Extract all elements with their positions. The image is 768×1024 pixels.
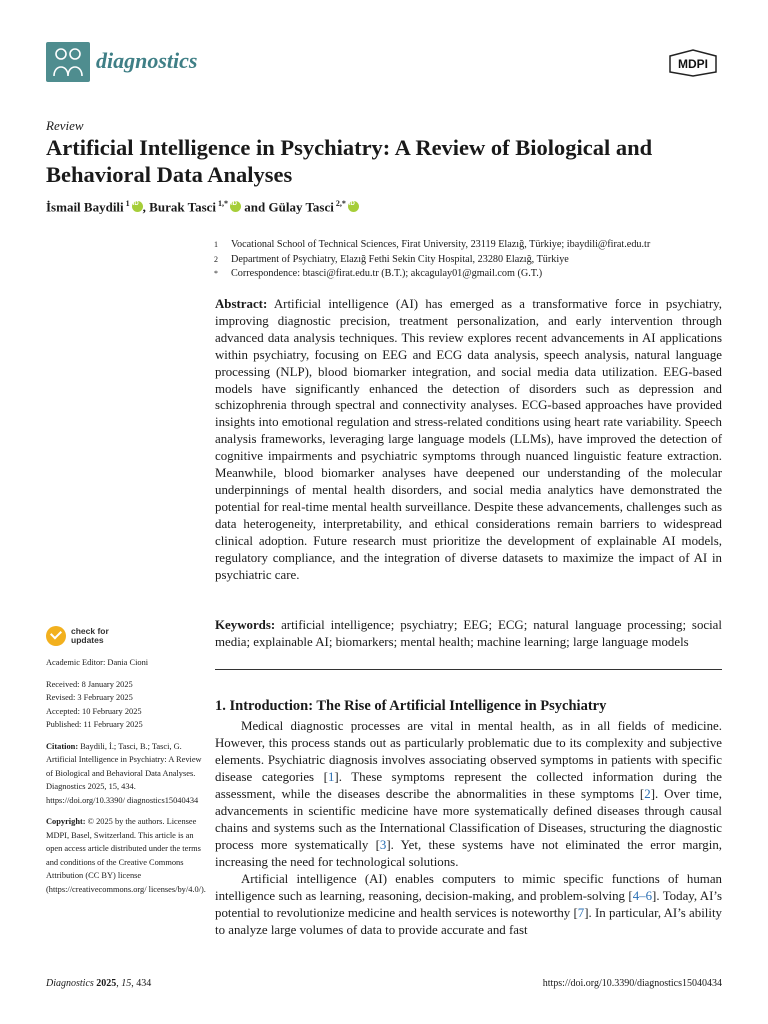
paragraph-text: ]. Yet, these systems have not eliminated the error margin, increasing the need for technological solutions.: [215, 838, 722, 869]
reference-link[interactable]: 3: [379, 838, 387, 852]
paragraph-text: Artificial intelligence (AI) enables computers to mimic specific functions of human intelligence such as learning, reasoning, decision-making, and problem-solving [: [215, 872, 722, 903]
publisher-logo: [666, 48, 720, 78]
affiliation-item: [214, 253, 734, 268]
author-name[interactable]: Burak Tasci: [149, 199, 217, 215]
reference-link[interactable]: 2: [644, 787, 651, 801]
date-item: Received: 8 January 2025: [46, 679, 133, 689]
affiliation-text: Correspondence: btasci@firat.edu.tr (B.T.); akcagulay01@gmail.com (G.T.): [231, 268, 543, 279]
keywords-text: artificial intelligence; psychiatry; EEG; ECG; natural language processing; social media; explainable AI; biomarkers; mental health; machine learning; large language models: [215, 618, 722, 649]
abstract: [215, 296, 722, 583]
paragraph-text: ]. Over time, advancements in scientific medicine have more systematically defined diseases through causal chains and systems such as the International Classification of Diseases, structuring the diagnostic process more systematically [: [215, 787, 722, 852]
affiliation-mark: 1: [214, 240, 218, 249]
date-item: Published: 11 February 2025: [46, 720, 143, 729]
author-affiliation-mark: 2,*: [333, 199, 346, 208]
publisher-name: MDPI: [678, 57, 708, 71]
footer-doi-link[interactable]: https://doi.org/10.3390/diagnostics15040434: [542, 978, 722, 989]
paragraph-text: ]. Today, AI’s potential to revolutionize medicine and health services is noteworthy [: [215, 889, 722, 920]
paragraph-text: ]. In particular, AI’s ability to analyze large volumes of data to provide accurate and fast: [215, 906, 722, 937]
date-item: Revised: 3 February 2025: [46, 693, 133, 702]
affiliations: [214, 238, 734, 282]
keywords: [215, 617, 722, 651]
citation: Citation: Baydili, İ.; Tasci, B.; Tasci, G. Artificial Intelligence in Psychiatry: A Review of Biological and Behavioral Data Analyses. Diagnostics 2025, 15, 434. https://doi.org/10.3390/ diagnostics15040434: [46, 741, 202, 805]
keywords-label: Keywords:: [215, 618, 276, 632]
paragraph: [215, 718, 722, 871]
orcid-icon[interactable]: [132, 201, 143, 212]
section-heading: 1. Introduction: The Rise of Artificial Intelligence in Psychiatry: [215, 698, 607, 714]
author-affiliation-mark: 1: [123, 199, 130, 208]
academic-editor: Academic Editor: Dania Cioni: [46, 658, 149, 667]
affiliation-text: Vocational School of Technical Sciences, Firat University, 23119 Elazığ, Türkiye; ibaydili@firat.edu.tr: [231, 239, 651, 250]
abstract-text: Artificial intelligence (AI) has emerged as a transformative force in psychiatry, improving diagnostic precision, treatment personalization, and early intervention through advanced data analysis techniques. This review explores recent advancements in AI applications within psychiatry, focusing on EEG and ECG data analysis, speech analysis, natural language processing (NLP), blood biomarker integration, and social media data utilization. EEG-based models have significantly enhanced the detection of disorders such as depression and schizophrenia through spectral and connectivity analyses. ECG-based approaches have provided insights into emotional regulation and stress-related conditions using heart rate variability. Speech analysis frameworks, leveraging large language models (LLMs), have improved the detection of cognitive impairments and psychiatric symptoms through nuanced linguistic feature extraction. Meanwhile, blood biomarker analyses have deepened our understanding of the molecular underpinnings of mental health disorders, and social media analytics have demonstrated the potential for real-time mental health surveillance. Despite these advancements, challenges such as data heterogeneity, interpretability, and ethical considerations remain barriers to widespread clinical adoption. Future research must prioritize the development of explainable AI models, regulatory compliance, and the integration of diverse datasets to maximize the impact of AI in psychiatric care.: [215, 297, 722, 582]
author-name[interactable]: Gülay Tasci: [268, 199, 334, 215]
article-type: Review: [46, 118, 84, 133]
copyright: Copyright: © 2025 by the authors. Licensee MDPI, Basel, Switzerland. This article is an open access article distributed under the terms and conditions of the Creative Commons Attribution (CC BY) license (https://creativecommons.org/ licenses/by/4.0/).: [46, 817, 206, 894]
article-info-sidebar: [46, 656, 206, 896]
journal-name: diagnostics: [96, 48, 198, 73]
journal-logo-icon: [46, 42, 90, 82]
publication-dates: [46, 678, 206, 732]
author-name[interactable]: İsmail Baydili: [46, 199, 124, 215]
reference-link[interactable]: 7: [577, 906, 585, 920]
orcid-icon[interactable]: [230, 201, 241, 212]
check-for-updates-button[interactable]: check for updates: [46, 626, 109, 646]
author-separator: and: [241, 199, 269, 215]
journal-logo: [46, 42, 90, 82]
author-affiliation-mark: 1,*: [216, 199, 229, 208]
affiliation-item: [214, 238, 734, 253]
paragraph-text: Medical diagnostic processes are vital in mental health, as in all fields of medicine. However, this process stands out as particularly problematic due to its complexity and subjective elements. Psychiatric diagnosis involves associating observed symptoms in patients with specific disease categories [: [215, 719, 722, 784]
orcid-icon[interactable]: [348, 201, 359, 212]
reference-link[interactable]: 4–6: [632, 889, 653, 903]
check-icon: [46, 626, 66, 646]
footer-citation: Diagnostics 2025, 15, 434: [46, 978, 152, 989]
affiliation-text: Department of Psychiatry, Elazığ Fethi Sekin City Hospital, 23280 Elazığ, Türkiye: [231, 253, 569, 265]
abstract-label: Abstract:: [215, 297, 268, 311]
affiliation-item: [214, 267, 734, 282]
date-item: Accepted: 10 February 2025: [46, 706, 142, 716]
divider: [215, 669, 722, 670]
paragraph-text: ]. These symptoms represent the collected information during the assessment, while the diseases describe the abnormalities in these symptoms [: [215, 770, 722, 801]
affiliation-mark: 2: [214, 254, 218, 264]
author-list: [46, 199, 359, 215]
reference-link[interactable]: 1: [327, 770, 335, 784]
author-separator: ,: [142, 199, 150, 215]
affiliation-mark: *: [214, 269, 218, 278]
article-title: Artificial Intelligence in Psychiatry: A Review of Biological and Behavioral Data Analyses: [46, 135, 653, 187]
paragraph: [215, 871, 722, 939]
body-text: [215, 718, 722, 939]
